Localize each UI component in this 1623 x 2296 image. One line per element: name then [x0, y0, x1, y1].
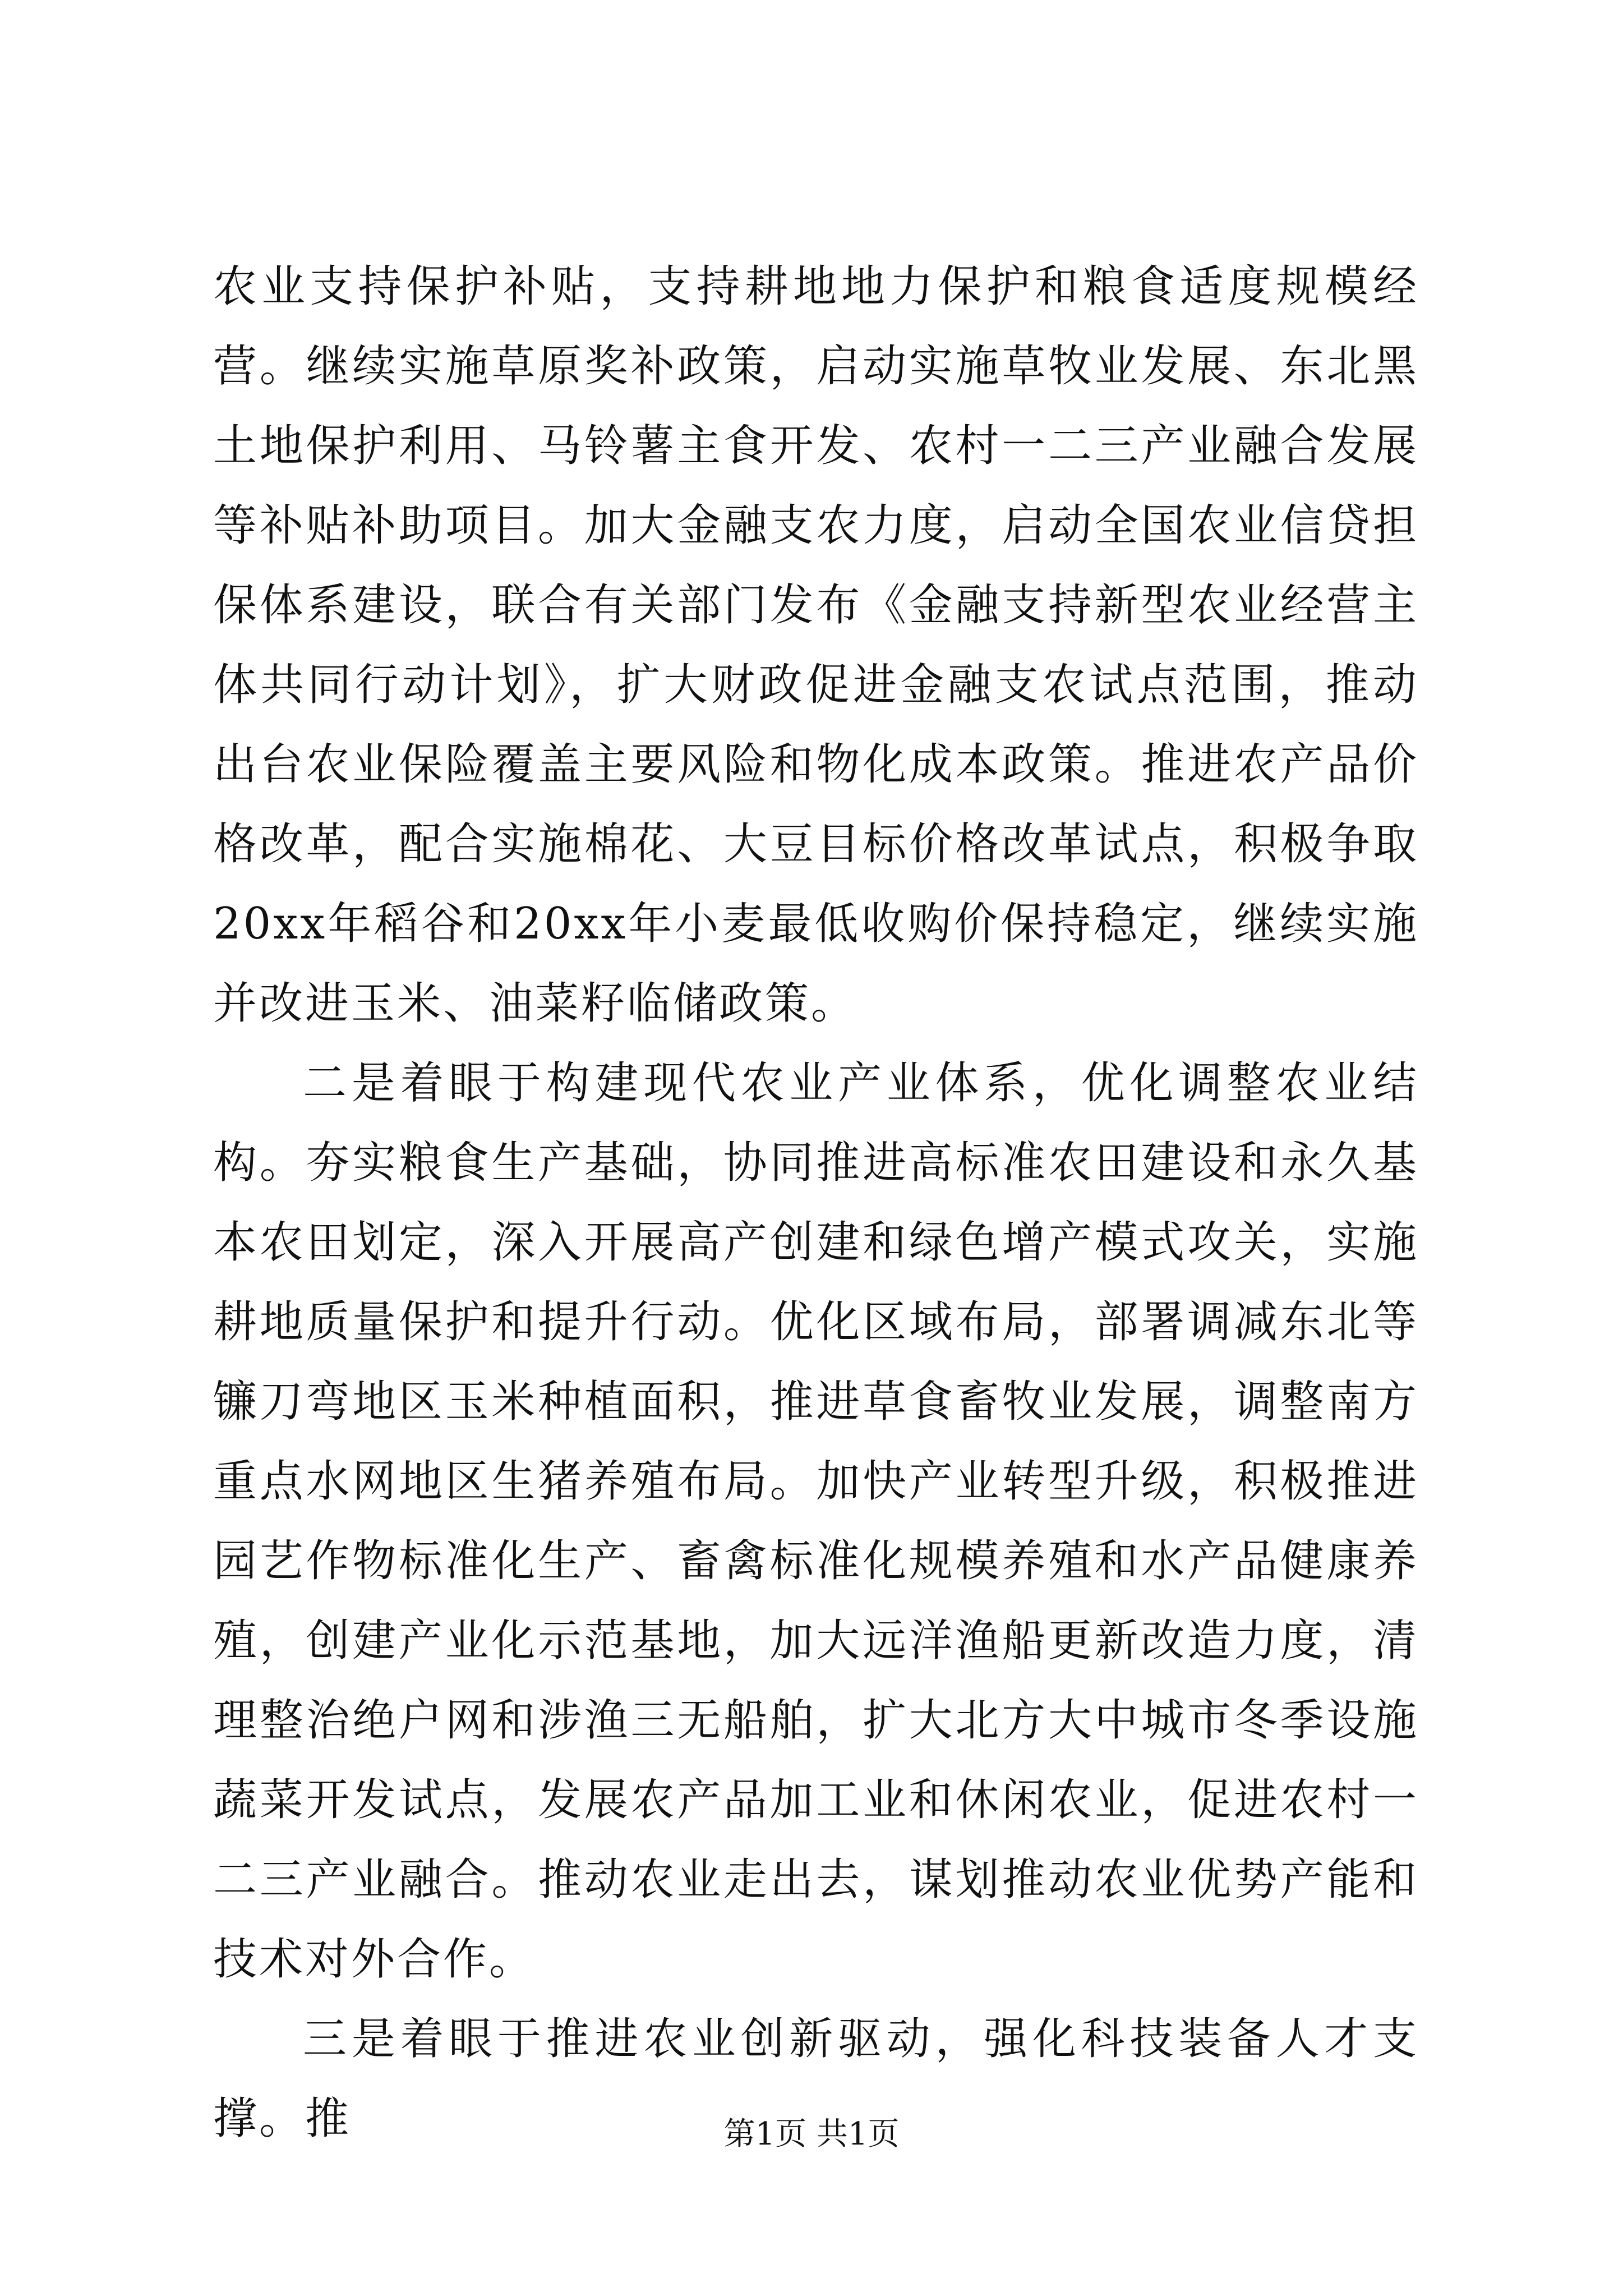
- paragraph-3: 三是着眼于推进农业创新驱动，强化科技装备人才支撑。推: [213, 2014, 1419, 2144]
- paragraph-2: 二是着眼于构建现代农业产业体系，优化调整农业结构。夯实粮食生产基础，协同推进高标准农田建设和永久基本农田划定，深入开展高产创建和绿色增产模式攻关，实施耕地质量保护和提升行动。优化区域布局，部署调减东北等镰刀弯地区玉米种植面积，推进草食畜牧业发展，调整南方重点水网地区生猪养殖布局。加快产业转型升级，积极推进园艺作物标准化生产、畜禽标准化规模养殖和水产品健康养殖，创建产业化示范基地，加大远洋渔船更新改造力度，清理整治绝户网和涉渔三无船舶，扩大北方大中城市冬季设施蔬菜开发试点，发展农产品加工业和休闲农业，促进农村一二三产业融合。推动农业走出去，谋划推动农业优势产能和技术对外合作。: [213, 1058, 1419, 1985]
- paragraph-1: 农业支持保护补贴，支持耕地地力保护和粮食适度规模经营。继续实施草原奖补政策，启动实施草牧业发展、东北黑土地保护利用、马铃薯主食开发、农村一二三产业融合发展等补贴补助项目。加大金融支农力度，启动全国农业信贷担保体系建设，联合有关部门发布《金融支持新型农业经营主体共同行动计划》，扩大财政促进金融支农试点范围，推动出台农业保险覆盖主要风险和物化成本政策。推进农产品价格改革，配合实施棉花、大豆目标价格改革试点，积极争取20xx年稻谷和20xx年小麦最低收购价保持稳定，继续实施并改进玉米、油菜籽临储政策。: [213, 261, 1419, 1029]
- page-number-label: 第1页 共1页: [723, 2116, 900, 2152]
- document-body: [213, 247, 1419, 2159]
- page-footer: [0, 2115, 1623, 2154]
